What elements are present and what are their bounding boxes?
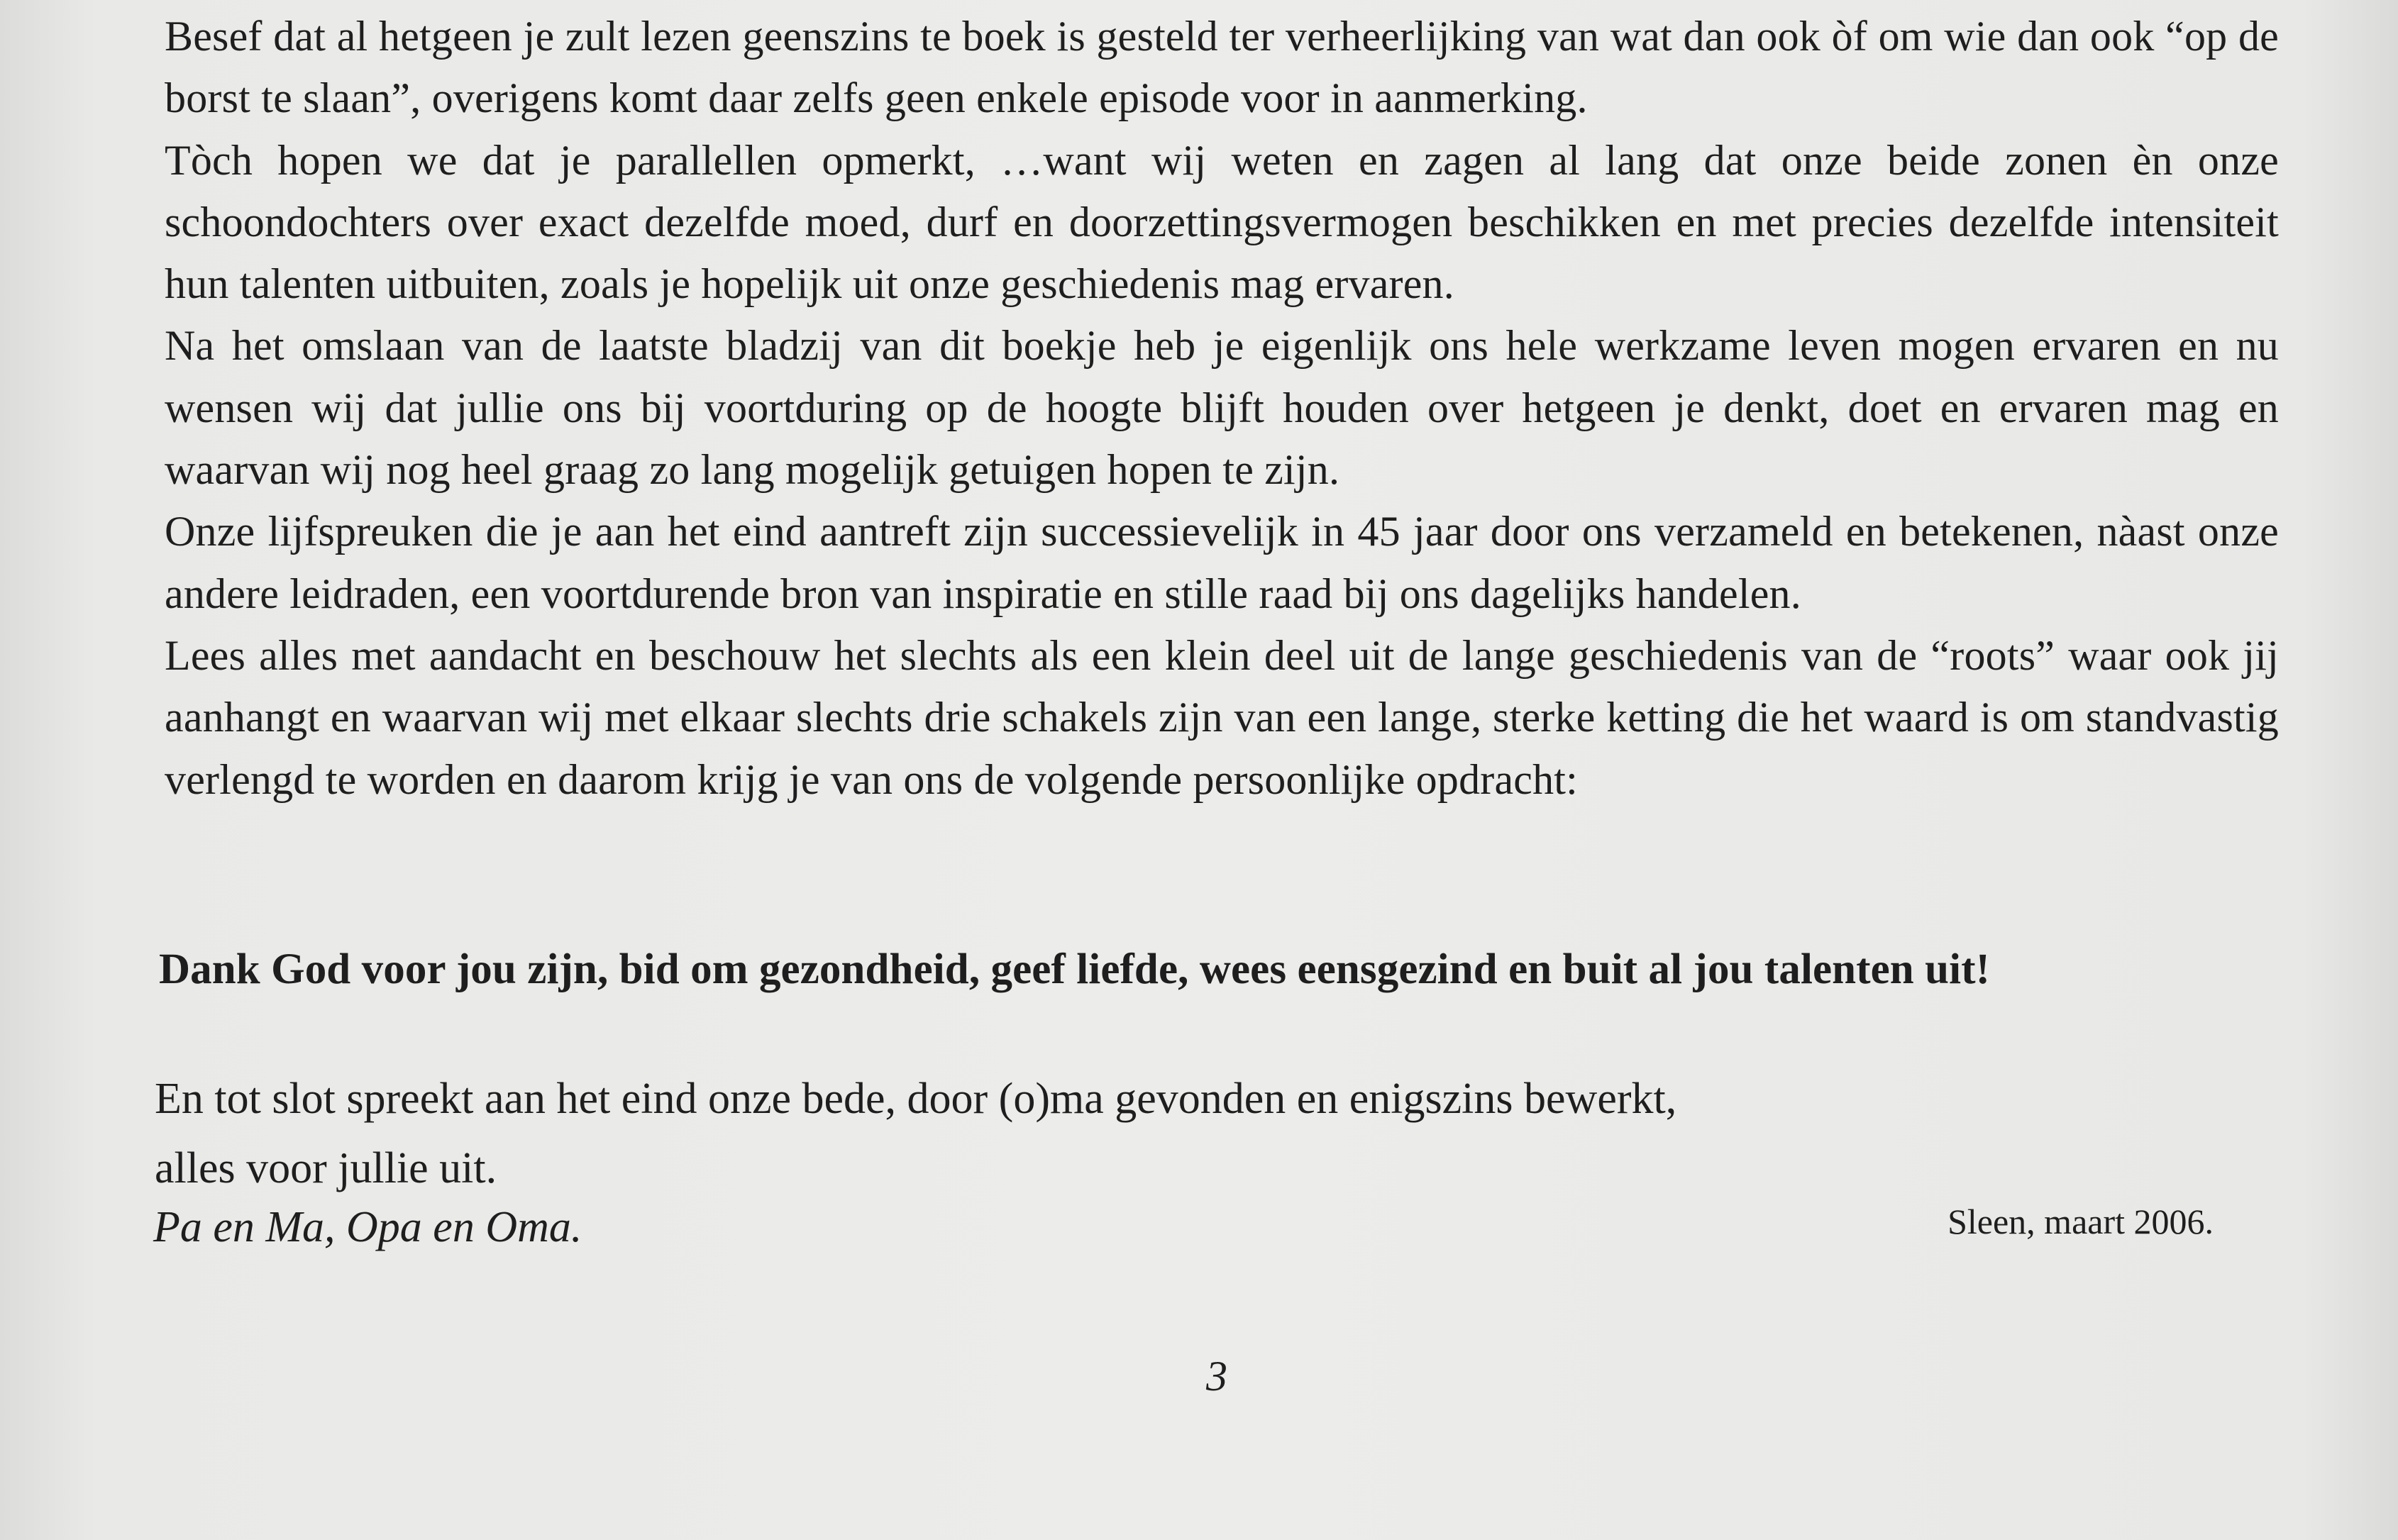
paragraph-4: Onze lijfspreuken die je aan het eind aantreft zijn successievelijk in 45 jaar door ons verzameld en betekenen, nàast onze andere leidraden, een voortdurende bron van inspiratie en stille raad bij ons dagelijks handelen. bbox=[165, 508, 2279, 617]
place-date: Sleen, maart 2006. bbox=[1947, 1202, 2214, 1241]
personal-assignment: Dank God voor jou zijn, bid om gezondheid, geef liefde, wees eensgezind en buit al jou talenten uit! bbox=[159, 946, 1991, 993]
page-number: 3 bbox=[1206, 1353, 1227, 1400]
paragraph-5: Lees alles met aandacht en beschouw het slechts als een klein deel uit de lange geschiedenis van de “roots” waar ook jij aanhangt en waarvan wij met elkaar slechts drie schakels zijn van een lange, sterke ketting die het waard is om standvastig verlengd te worden en daarom krijg je van ons de volgende persoonlijke opdracht: bbox=[165, 631, 2279, 803]
paragraph-3: Na het omslaan van de laatste bladzij van dit boekje heb je eigenlijk ons hele werkzame leven mogen ervaren en nu wensen wij dat jullie ons bij voortduring op de hoogte blijft houden over hetgeen je denkt, doet en ervaren mag en waarvan wij nog heel graag zo lang mogelijk getuigen hopen te zijn. bbox=[165, 322, 2279, 494]
signature: Pa en Ma, Opa en Oma. bbox=[153, 1203, 582, 1251]
paragraph-2: Tòch hopen we dat je parallellen opmerkt, …want wij weten en zagen al lang dat onze beide zonen èn onze schoondochters over exact dezelfde moed, durf en doorzettingsvermogen beschikken en met precies dezelfde intensiteit hun talenten uitbuiten, zoals je hopelijk uit onze geschiedenis mag ervaren. bbox=[165, 136, 2279, 308]
closing-line-2: alles voor jullie uit. bbox=[155, 1144, 497, 1192]
body-text bbox=[165, 6, 2279, 811]
paragraph-1: Besef dat al hetgeen je zult lezen geenszins te boek is gesteld ter verheerlijking van wat dan ook òf om wie dan ook “op de borst te slaan”, overigens komt daar zelfs geen enkele episode voor in aanmerking. bbox=[165, 13, 2279, 122]
closing-line-1: En tot slot spreekt aan het eind onze bede, door (o)ma gevonden en enigszins bewerkt, bbox=[155, 1075, 1677, 1123]
closing-text bbox=[155, 1064, 2070, 1203]
